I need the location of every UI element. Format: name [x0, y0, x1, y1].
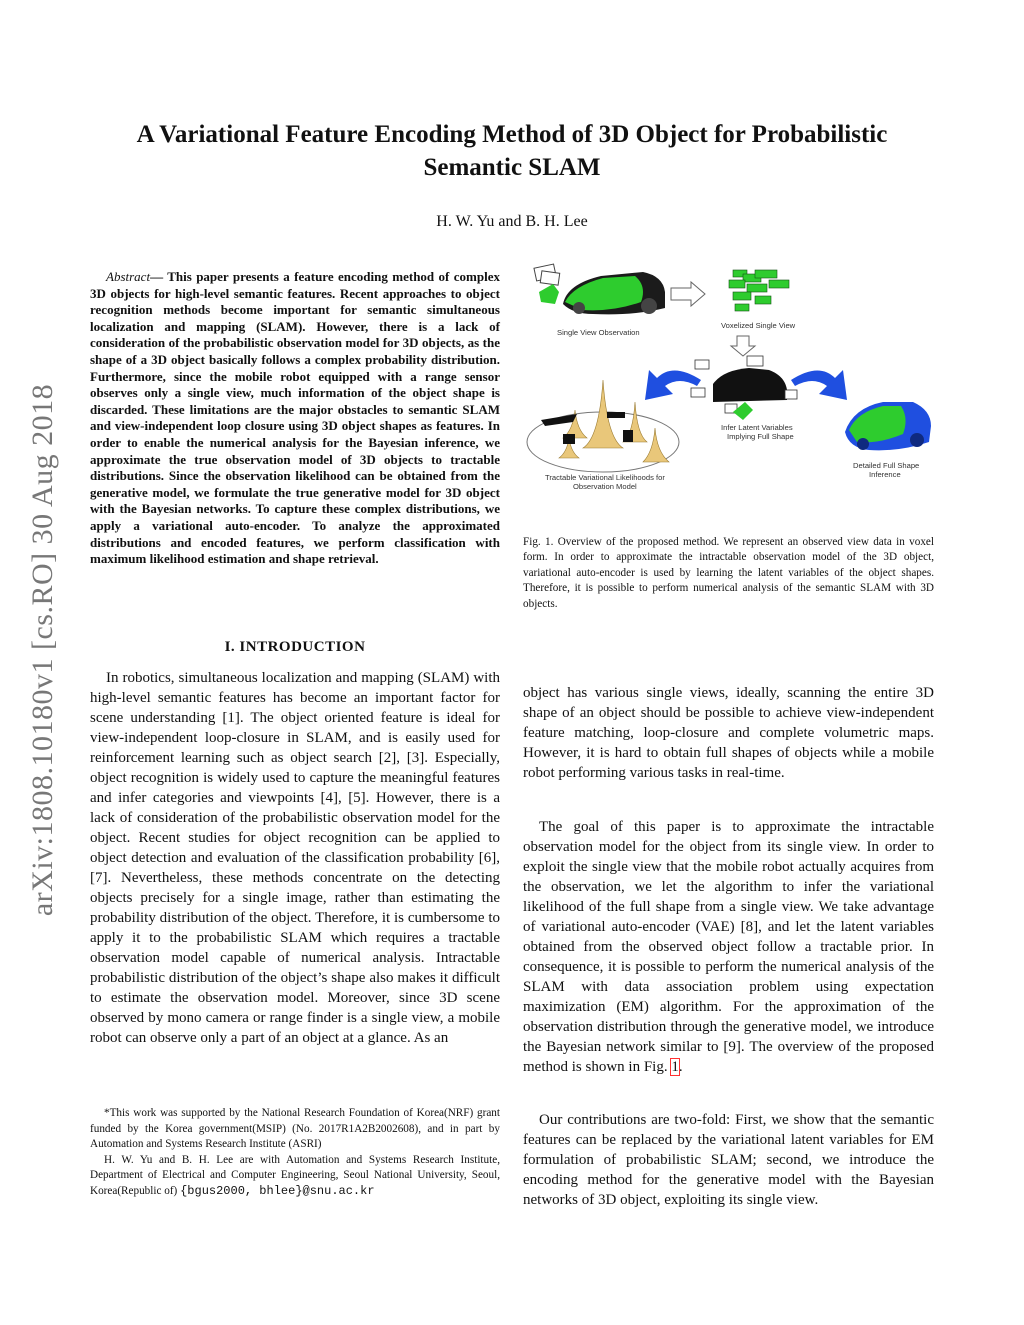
- right-paragraph-3: Our contributions are two-fold: First, we show that the semantic features can be replaced by the variational latent variables for EM formulation of probabilistic SLAM; second, we introduce the encoding method for the generative model with the Bayesian networks of 3D object, exploiting its single view.: [523, 1112, 934, 1208]
- right-paragraph-2-end: .: [678, 1059, 683, 1075]
- right-paragraph-2: [523, 817, 934, 1077]
- figure-1: [523, 262, 934, 527]
- abstract-text: This paper presents a feature encoding method of complex 3D objects for high-level semantic features. Recent approaches to object recognition methods become important for semantic simultaneous localization and mapping (SLAM). However, there is a lack of consideration of the probabilistic observation model for 3D objects, as the shape of a 3D object basically follows a complex probability distribution. Furthermore, since the mobile robot equipped with a range sensor observes only a single view, much information of the object shape is discarded. These limitations are the major obstacles to semantic SLAM and view-independent loop closure using 3D object shapes as features. In order to enable the numerical analysis for the Bayesian inference, we approximate the true observation model of 3D objects to tractable distributions. Since the observation likelihood can be obtained from the generative model, we formulate the true generative model for 3D object with the Bayesian networks. To capture these complex distributions, we apply a variational auto-encoder. To analyze the approximated distributions and encoded features, we perform classification with maximum likelihood estimation and shape retrieval.: [90, 269, 500, 567]
- footnote-email[interactable]: {bgus2000, bhlee}@snu.ac.kr: [180, 1183, 375, 1198]
- figure-ref-link[interactable]: 1: [671, 1059, 679, 1075]
- arrow-down-icon: [731, 336, 755, 356]
- arxiv-stamp: [16, 350, 71, 950]
- label-tractable-1: Tractable Variational Likelihoods for: [545, 473, 665, 482]
- label-detailed-1: Detailed Full Shape: [853, 461, 920, 470]
- label-single-view: Single View Observation: [557, 328, 640, 337]
- right-paragraph-2-text: The goal of this paper is to approximate the intractable observation model for the object from its single view. In order to exploit the single view that the mobile robot actually acquires from the observation, we let the algorithm to infer the variational likelihood of the full shape from a single view. We take advantage of variational auto-encoder (VAE) [8], and let the latent variables obtained from the observed object follow a tractable prior. In consequence, it is possible to perform the numerical analysis of the SLAM with data association problem using expectation maximization (EM) algorithm. For the approximation of the observation distribution through the generative model, we introduce the Bayesian network similar to [9]. The overview of the proposed method is shown in Fig.: [523, 819, 934, 1075]
- arrow-right-blue-icon: [791, 370, 847, 400]
- arrow-right-icon: [671, 282, 705, 306]
- footnotes: [90, 1106, 500, 1200]
- label-infer-2: Implying Full Shape: [727, 432, 794, 441]
- intro-paragraph: In robotics, simultaneous localization and mapping (SLAM) with high-level semantic features has become an important factor for scene understanding [1]. The object oriented feature is ideal for view-independent loop-closure in SLAM, and is easily used for reinforcement learning such as object search [2], [3]. Especially, object recognition is widely used to capture the meaningful features and infer categories and viewpoints [4], [5]. However, there is a lack of consideration of the probabilistic observation model for the object. Recent studies for object recognition can be applied to object detection and evaluation of the classification probability [6], [7]. Nevertheless, these methods concentrate on the detecting objects precisely for a single image, rather than estimating the probability distribution of the object. Therefore, it is cumbersome to apply it to the probabilistic SLAM which requires a tractable observation model capable of numerical analysis. Intractable probabilistic distribution of the object’s shape also makes it difficult to estimate the observation model. Moreover, since 3D scene observed by mono camera or range finder is a single view, a mobile robot can observe only a part of an object at a glance. As an: [90, 670, 500, 1046]
- voxelized-car-icon: [729, 270, 789, 311]
- latent-car-icon: [691, 356, 797, 420]
- footnote-affiliation-text: H. W. Yu and B. H. Lee are with Automation and Systems Research Institute, Department of Electrical and Computer Engineering, Seoul National University, Seoul, Korea(Republic of): [90, 1153, 500, 1197]
- label-voxelized: Voxelized Single View: [721, 321, 796, 330]
- abstract-label: Abstract: [106, 269, 151, 284]
- detailed-car-icon: [845, 402, 931, 450]
- footnote-funding: *This work was supported by the National Research Foundation of Korea(NRF) grant funded by the Korea government(MSIP) (No. 2017R1A2B2002608), and in part by Automation and Systems Research Institute (ASRI): [90, 1107, 500, 1151]
- figure-caption: Fig. 1. Overview of the proposed method. We represent an observed view data in voxel form. In order to approximate the intractable observation model of the 3D object, variational auto-encoder is used by learning the latent variables of the object shapes. Therefore, it is possible to perform numerical analysis of the semantic SLAM with 3D objects.: [523, 536, 934, 610]
- label-tractable-2: Observation Model: [573, 482, 637, 491]
- figure-1-diagram: [523, 262, 934, 527]
- section-heading-introduction: I. INTRODUCTION: [224, 639, 366, 655]
- footnote-affiliation: [90, 1153, 500, 1200]
- abstract: [90, 269, 500, 568]
- abstract-dash: —: [150, 269, 164, 284]
- paper-title: A Variational Feature Encoding Method of 3D Object for Probabilistic Semantic SLAM: [136, 121, 888, 181]
- right-paragraph-1: object has various single views, ideally, scanning the entire 3D shape of an object should be possible to achieve view-independent feature matching, loop-closure and complete volumetric maps. However, it is hard to obtain full shapes of objects while a mobile robot performing various tasks in real-time.: [523, 685, 934, 781]
- single-view-car-icon: [534, 264, 665, 314]
- label-detailed-2: Inference: [869, 470, 901, 479]
- arxiv-id: arXiv:1808.10180v1 [cs.RO] 30 Aug 2018: [26, 383, 60, 917]
- paper-authors: H. W. Yu and B. H. Lee: [436, 213, 588, 230]
- label-infer-1: Infer Latent Variables: [721, 423, 793, 432]
